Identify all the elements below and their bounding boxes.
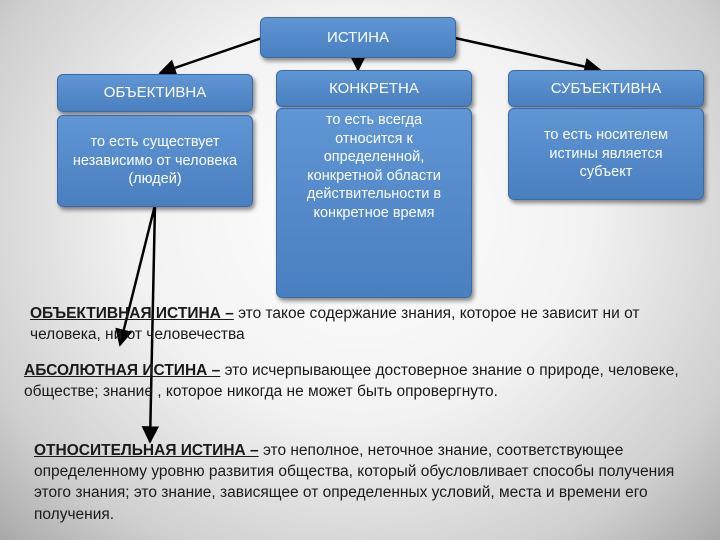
- absolute-truth-text: это исчерпывающее достоверное знание о природе, человеке, обществе; знание , которое никогда не может быть опровергнуто.: [24, 362, 679, 401]
- concrete-desc-box: [276, 108, 472, 298]
- objective-title-box: [57, 74, 253, 112]
- relative-truth-term: ОТНОСИТЕЛЬНАЯ ИСТИНА –: [34, 442, 259, 459]
- subjective-desc: то есть носителем истины является субъект: [543, 127, 669, 181]
- concrete-title-box: [276, 70, 472, 107]
- relative-truth-text: это неполное, неточное знание, соответствующее определенному уровню развития общества, который обусловливает способы получения этого знания; это знание, зависящее от определенных условий, места и времени его получения.: [34, 442, 675, 523]
- absolute-truth-definition: [24, 360, 694, 402]
- objective-desc: то есть существует независимо от человека (людей): [72, 134, 238, 188]
- subjective-desc-box: [508, 108, 704, 200]
- subjective-title: СУБЪЕКТИВНА: [550, 79, 662, 97]
- concrete-title: КОНКРЕТНА: [329, 79, 419, 97]
- arrow-root-to-subjective: [455, 38, 600, 70]
- root-box: [260, 17, 456, 58]
- objective-desc-box: [57, 115, 253, 207]
- concrete-desc: то есть всегда относится к определенной, конкретной области действительности в конкретное время: [306, 112, 442, 221]
- arrow-root-to-objective: [160, 38, 262, 73]
- objective-truth-text: это такое содержание знания, которое не зависит ни от человека, ни от человечества: [30, 305, 640, 344]
- objective-title: ОБЪЕКТИВНА: [103, 84, 207, 102]
- relative-truth-definition: [34, 440, 694, 525]
- absolute-truth-term: АБСОЛЮТНАЯ ИСТИНА –: [24, 362, 221, 379]
- objective-truth-term: ОБЪЕКТИВНАЯ ИСТИНА –: [30, 305, 234, 322]
- objective-truth-definition: [30, 303, 680, 345]
- subjective-title-box: [508, 70, 704, 107]
- root-label: ИСТИНА: [327, 28, 389, 46]
